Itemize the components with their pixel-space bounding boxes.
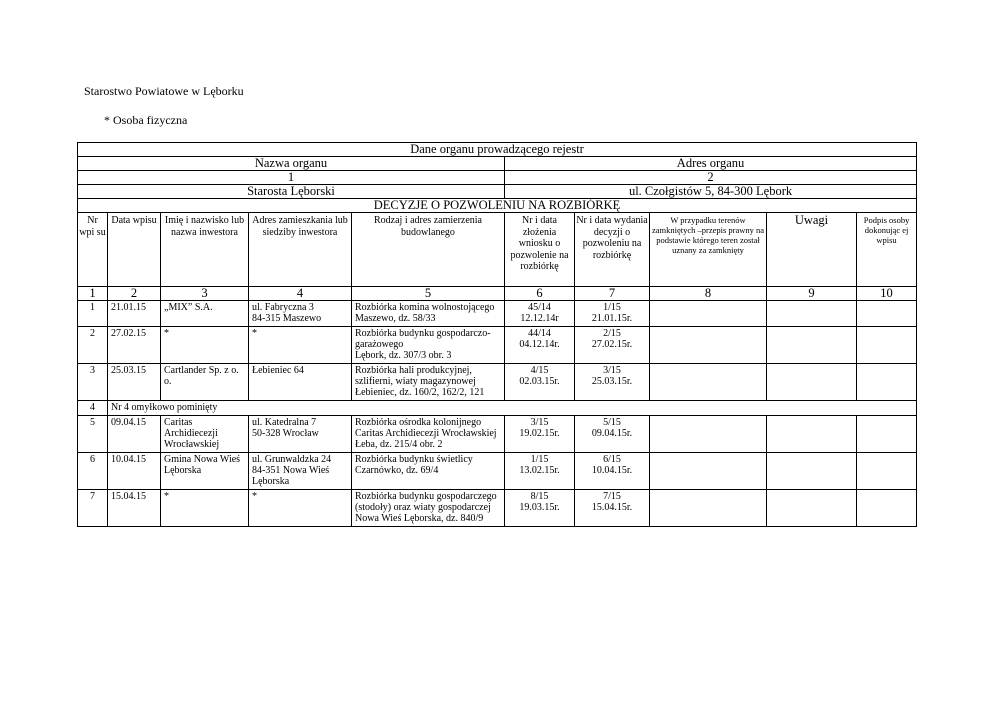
project-description: Rozbiórka budynku gospodarczo- garażowego Lębork, dz. 307/3 obr. 3: [352, 327, 505, 364]
column-number: 9: [767, 287, 857, 301]
closed-area-basis: [650, 453, 767, 490]
entry-date: 27.02.15: [108, 327, 161, 364]
column-number: 8: [650, 287, 767, 301]
application-ref: 44/14 04.12.14r.: [505, 327, 575, 364]
signature: [857, 327, 917, 364]
investor: Gmina Nowa Wieś Lęborska: [161, 453, 249, 490]
legend-note: * Osoba fizyczna: [104, 113, 188, 127]
organ-address-number: 2: [505, 171, 917, 185]
table-row: [78, 301, 917, 327]
row-number: 6: [78, 453, 108, 490]
application-ref: 4/15 02.03.15r.: [505, 364, 575, 401]
decision-ref: 6/15 10.04.15r.: [575, 453, 650, 490]
table-row: [78, 453, 917, 490]
table-row: [78, 490, 917, 527]
investor-address: Łebieniec 64: [249, 364, 352, 401]
remarks: [767, 416, 857, 453]
table-row: [78, 364, 917, 401]
column-header-decision: Nr i data wydania decyzji o pozwoleniu na rozbiórkę: [575, 213, 650, 287]
investor: Caritas Archidiecezji Wrocławskiej: [161, 416, 249, 453]
column-number: 5: [352, 287, 505, 301]
remarks: [767, 301, 857, 327]
project-description: Rozbiórka budynku świetlicy Czarnówko, dz. 69/4: [352, 453, 505, 490]
investor: *: [161, 327, 249, 364]
decision-ref: 5/15 09.04.15r.: [575, 416, 650, 453]
row-number: 4: [78, 401, 108, 416]
table-row: [78, 401, 917, 416]
remarks: [767, 453, 857, 490]
decision-ref: 7/15 15.04.15r.: [575, 490, 650, 527]
table-row: [78, 416, 917, 453]
column-header-signature: Podpis osoby dokonując ej wpisu: [857, 213, 917, 287]
project-description: Rozbiórka hali produkcyjnej, szlifierni, wiaty magazynowej Łebieniec, dz. 160/2, 162/2, 121: [352, 364, 505, 401]
organ-name: Starosta Lęborski: [78, 185, 505, 199]
closed-area-basis: [650, 364, 767, 401]
signature: [857, 453, 917, 490]
entry-date: 09.04.15: [108, 416, 161, 453]
office-name: Starostwo Powiatowe w Lęborku: [84, 84, 244, 98]
signature: [857, 490, 917, 527]
investor: *: [161, 490, 249, 527]
application-ref: 8/15 19.03.15r.: [505, 490, 575, 527]
column-header-project: Rodzaj i adres zamierzenia budowlanego: [352, 213, 505, 287]
decision-ref: 2/15 27.02.15r.: [575, 327, 650, 364]
investor-address: ul. Katedralna 7 50-328 Wrocław: [249, 416, 352, 453]
column-number: 1: [78, 287, 108, 301]
entry-date: 25.03.15: [108, 364, 161, 401]
organ-title: Dane organu prowadzącego rejestr: [78, 143, 917, 157]
investor: „MIX” S.A.: [161, 301, 249, 327]
closed-area-basis: [650, 416, 767, 453]
table-row: [78, 327, 917, 364]
entry-date: 10.04.15: [108, 453, 161, 490]
column-number: 6: [505, 287, 575, 301]
column-number: 7: [575, 287, 650, 301]
closed-area-basis: [650, 327, 767, 364]
entry-date: 15.04.15: [108, 490, 161, 527]
decision-ref: 1/15 21.01.15r.: [575, 301, 650, 327]
row-number: 3: [78, 364, 108, 401]
column-header-remarks: Uwagi: [767, 213, 857, 287]
investor-address: ul. Fabryczna 3 84-315 Maszewo: [249, 301, 352, 327]
project-description: Rozbiórka komina wolnostojącego Maszewo, dz. 58/33: [352, 301, 505, 327]
column-header-nr: Nr wpi su: [78, 213, 108, 287]
omitted-note: Nr 4 omyłkowo pominięty: [108, 401, 917, 416]
investor-address: ul. Grunwaldzka 24 84-351 Nowa Wieś Lęborska: [249, 453, 352, 490]
investor: Cartlander Sp. z o. o.: [161, 364, 249, 401]
column-number: 2: [108, 287, 161, 301]
organ-name-label: Nazwa organu: [78, 157, 505, 171]
column-header-application: Nr i data złożenia wniosku o pozwolenie na rozbiórkę: [505, 213, 575, 287]
decision-ref: 3/15 25.03.15r.: [575, 364, 650, 401]
investor-address: *: [249, 490, 352, 527]
column-header-date: Data wpisu: [108, 213, 161, 287]
signature: [857, 301, 917, 327]
section-title: DECYZJE O POZWOLENIU NA ROZBIÓRKĘ: [78, 199, 917, 213]
organ-address-label: Adres organu: [505, 157, 917, 171]
row-number: 7: [78, 490, 108, 527]
column-header-closed-areas: W przypadku terenów zamkniętych –przepis prawny na podstawie którego teren został uznany za zamknięty: [650, 213, 767, 287]
column-number: 10: [857, 287, 917, 301]
application-ref: 1/15 13.02.15r.: [505, 453, 575, 490]
column-header-investor: Imię i nazwisko lub nazwa inwestora: [161, 213, 249, 287]
column-header-investor-address: Adres zamieszkania lub siedziby inwestora: [249, 213, 352, 287]
remarks: [767, 364, 857, 401]
remarks: [767, 327, 857, 364]
register-table: [77, 142, 917, 527]
application-ref: 3/15 19.02.15r.: [505, 416, 575, 453]
column-number: 4: [249, 287, 352, 301]
entry-date: 21.01.15: [108, 301, 161, 327]
closed-area-basis: [650, 301, 767, 327]
investor-address: *: [249, 327, 352, 364]
application-ref: 45/14 12.12.14r: [505, 301, 575, 327]
row-number: 1: [78, 301, 108, 327]
signature: [857, 416, 917, 453]
remarks: [767, 490, 857, 527]
organ-name-number: 1: [78, 171, 505, 185]
organ-address: ul. Czołgistów 5, 84-300 Lębork: [505, 185, 917, 199]
project-description: Rozbiórka ośrodka kolonijnego Caritas Archidiecezji Wrocławskiej Łeba, dz. 215/4 obr. 2: [352, 416, 505, 453]
project-description: Rozbiórka budynku gospodarczego (stodoły) oraz wiaty gospodarczej Nowa Wieś Lęborska, dz. 840/9: [352, 490, 505, 527]
row-number: 2: [78, 327, 108, 364]
signature: [857, 364, 917, 401]
row-number: 5: [78, 416, 108, 453]
closed-area-basis: [650, 490, 767, 527]
column-number: 3: [161, 287, 249, 301]
